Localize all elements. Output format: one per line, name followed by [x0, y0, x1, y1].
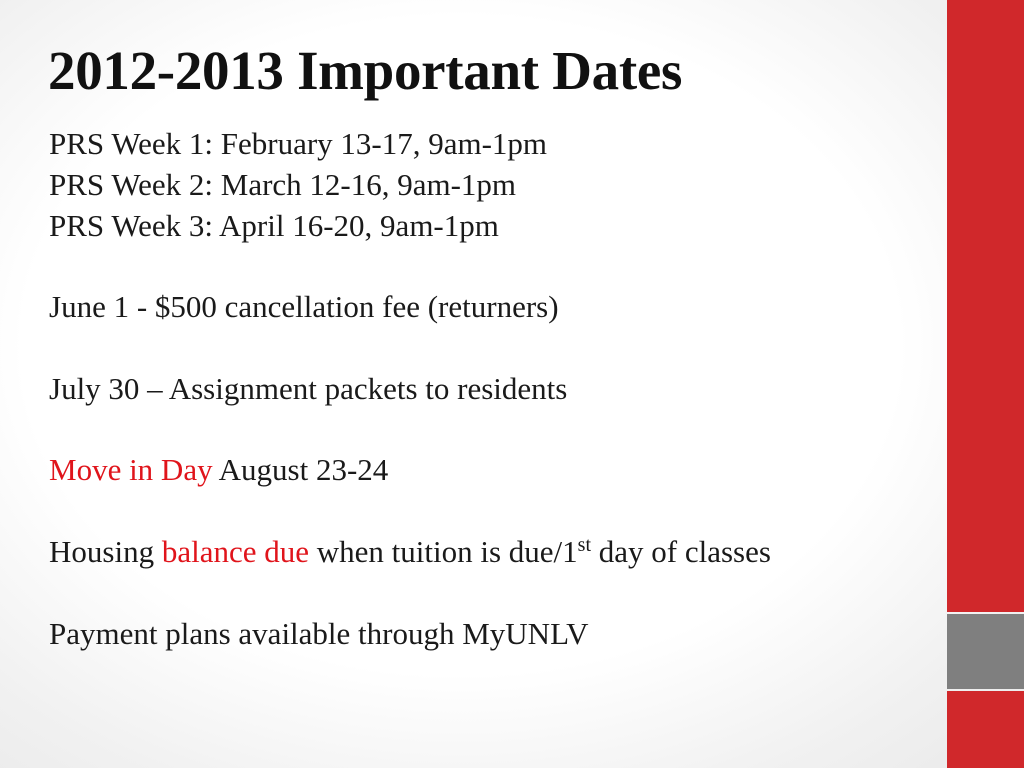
line-housing-balance — [49, 532, 939, 573]
side-bar-red-bottom — [947, 691, 1024, 768]
side-bar-grey-block — [947, 614, 1024, 689]
blank-line — [49, 491, 939, 532]
move-in-day-highlight: Move in Day — [49, 452, 213, 488]
slide-body — [49, 124, 939, 654]
housing-text-a: Housing — [49, 533, 162, 569]
move-in-day-dates: August 23-24 — [212, 452, 389, 488]
slide-title: 2012-2013 Important Dates — [48, 40, 683, 101]
line-move-in-day — [49, 450, 939, 491]
side-bar-red-top — [947, 0, 1024, 612]
line-prs-week-1: PRS Week 1: February 13-17, 9am-1pm — [49, 126, 548, 161]
balance-due-highlight: balance due — [161, 533, 309, 569]
housing-text-b: when tuition is due/1 — [309, 533, 578, 569]
blank-line — [49, 328, 939, 369]
blank-line — [49, 410, 939, 451]
line-assignment-packets: July 30 – Assignment packets to residents — [49, 370, 568, 406]
line-prs-week-2: PRS Week 2: March 12-16, 9am-1pm — [49, 166, 517, 202]
blank-line — [49, 573, 939, 614]
housing-text-c: day of classes — [591, 533, 771, 569]
line-cancellation-fee: June 1 - $500 cancellation fee (returners) — [49, 289, 559, 325]
line-payment-plans: Payment plans available through MyUNLV — [49, 615, 589, 651]
ordinal-suffix: st — [577, 533, 591, 556]
blank-line — [49, 246, 939, 287]
line-prs-week-3: PRS Week 3: April 16-20, 9am-1pm — [49, 207, 499, 243]
side-accent-bar — [947, 0, 1024, 768]
